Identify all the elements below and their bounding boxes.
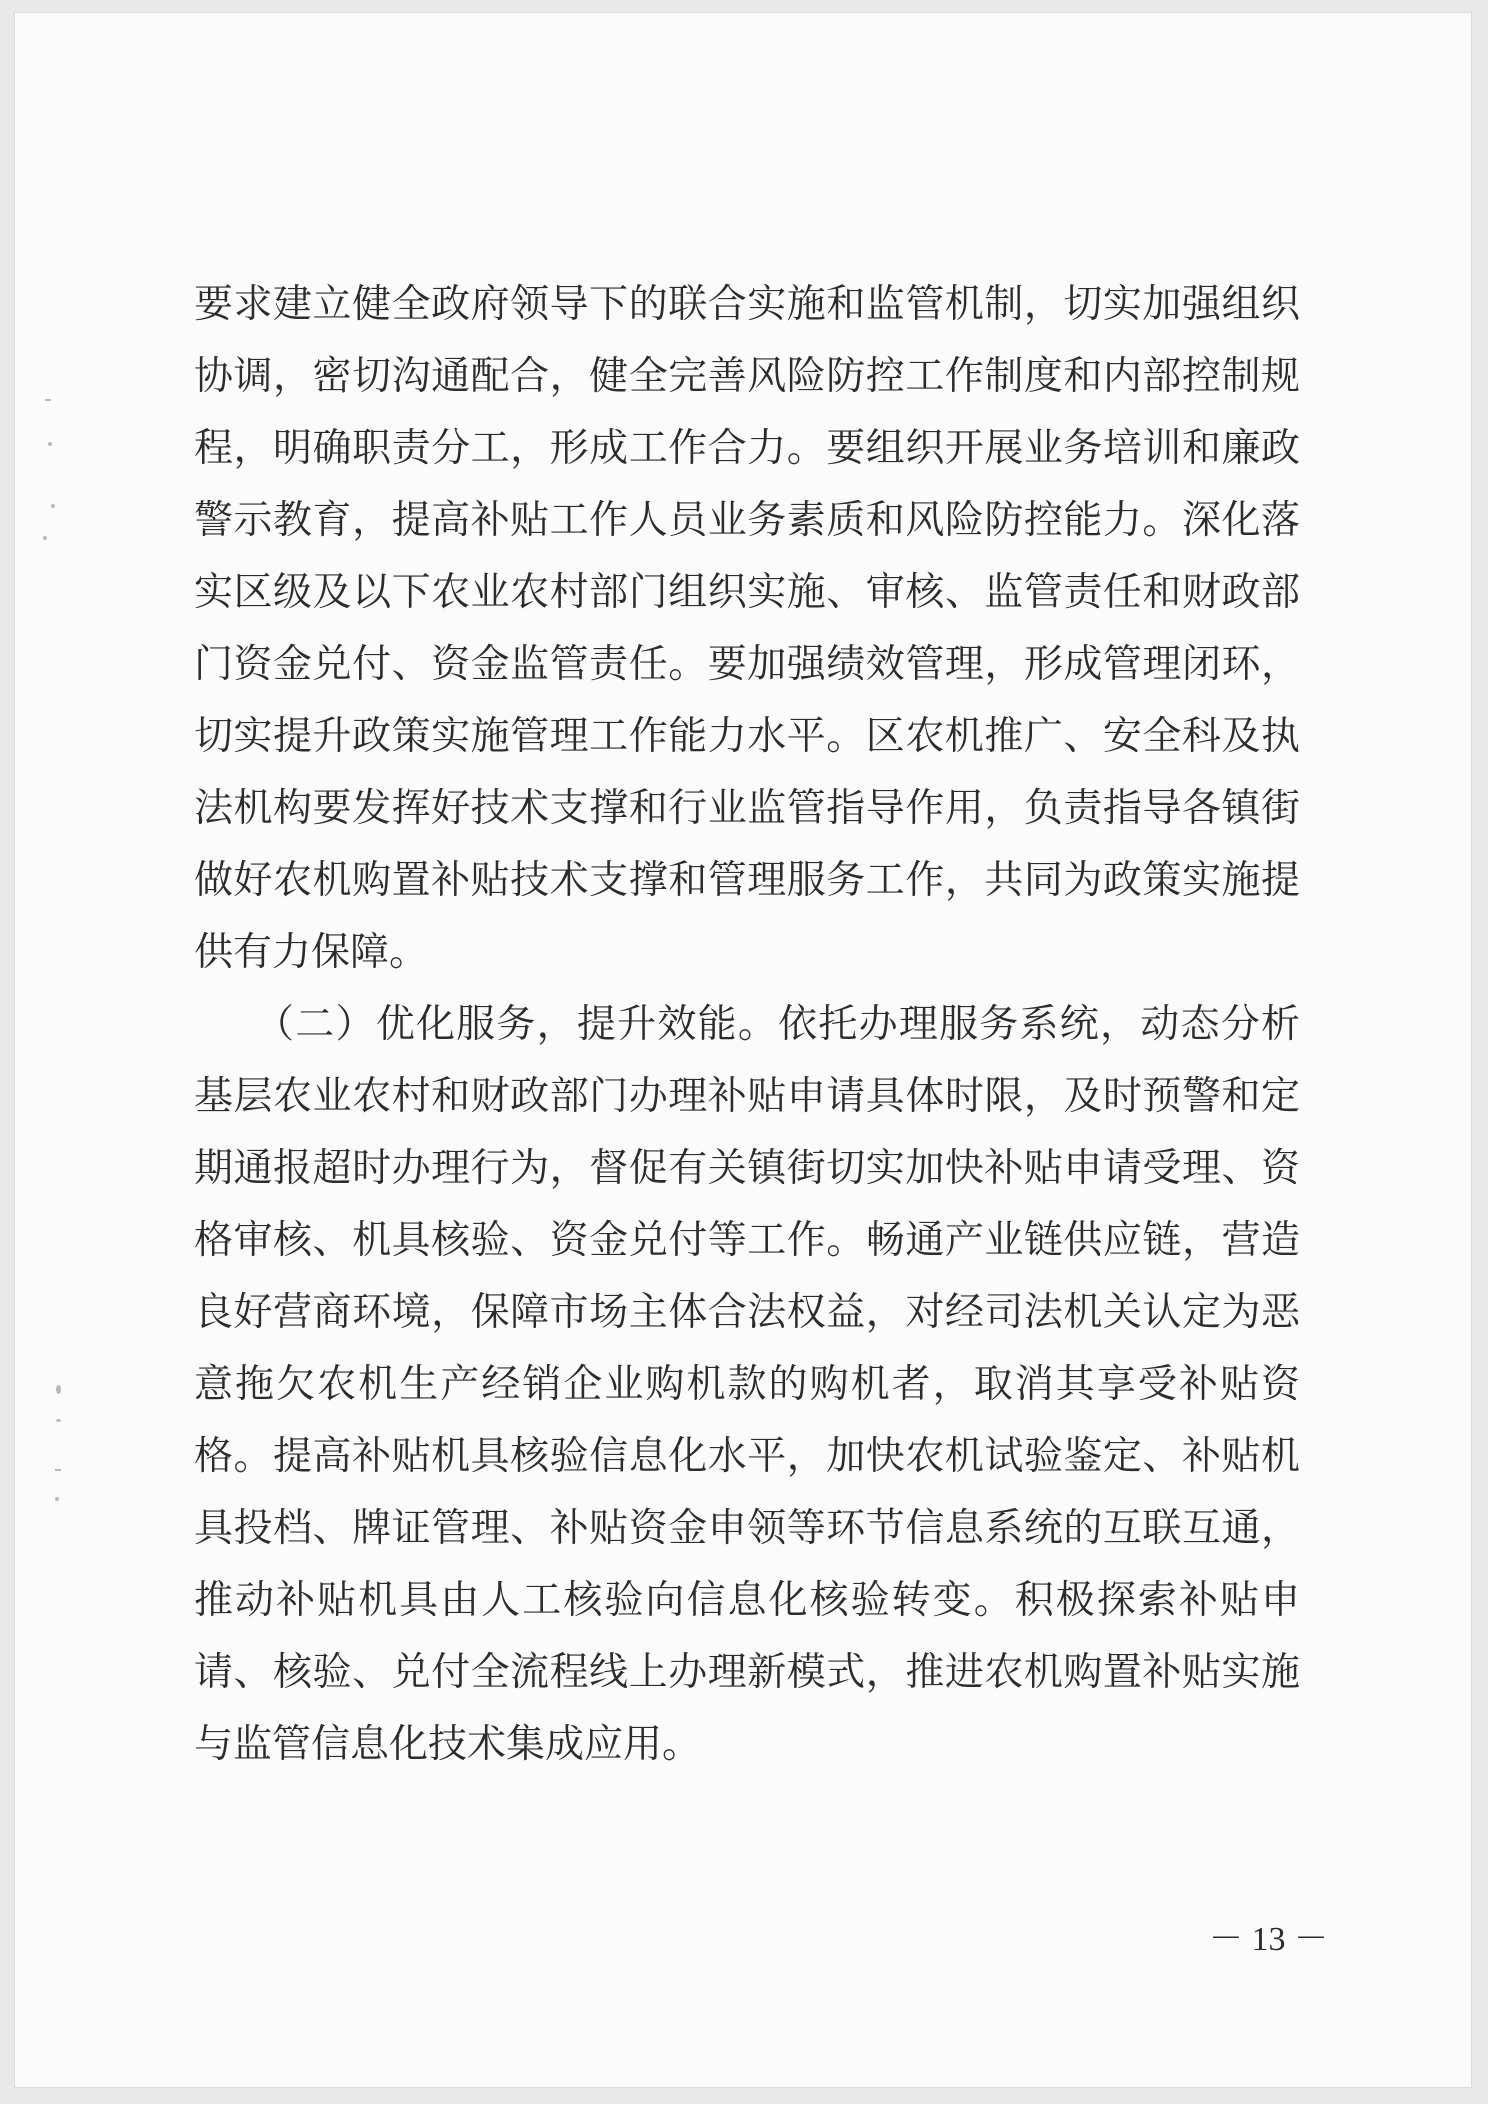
text-line: 具投档、牌证管理、补贴资金申领等环节信息系统的互联互通， bbox=[194, 1506, 1300, 1551]
scan-mark bbox=[56, 1385, 61, 1394]
text-line: 实区级及以下农业农村部门组织实施、审核、监管责任和财政部 bbox=[194, 570, 1300, 615]
paragraph-end-line: 与监管信息化技术集成应用。 bbox=[194, 1722, 702, 1767]
scan-mark bbox=[43, 536, 47, 540]
text-line: 请、核验、兑付全流程线上办理新模式，推进农机购置补贴实施 bbox=[194, 1650, 1300, 1695]
text-line: 协调，密切沟通配合，健全完善风险防控工作制度和内部控制规 bbox=[194, 354, 1300, 399]
text-line: 做好农机购置补贴技术支撑和管理服务工作，共同为政策实施提 bbox=[194, 858, 1300, 903]
body-text bbox=[194, 269, 1300, 1781]
paragraph-end-line: 供有力保障。 bbox=[194, 930, 429, 975]
text-line: 基层农业农村和财政部门办理补贴申请具体时限，及时预警和定 bbox=[194, 1074, 1300, 1119]
scan-mark bbox=[55, 1469, 61, 1471]
text-line: 程，明确职责分工，形成工作合力。要组织开展业务培训和廉政 bbox=[194, 426, 1300, 471]
scan-mark bbox=[51, 504, 55, 508]
text-line: 切实提升政策实施管理工作能力水平。区农机推广、安全科及执 bbox=[194, 714, 1300, 759]
text-line: 法机构要发挥好技术支撑和行业监管指导作用，负责指导各镇街 bbox=[194, 786, 1300, 831]
text-line: 格。提高补贴机具核验信息化水平，加快农机试验鉴定、补贴机 bbox=[194, 1434, 1300, 1479]
scan-mark bbox=[45, 399, 51, 401]
text-line: 门资金兑付、资金监管责任。要加强绩效管理，形成管理闭环， bbox=[194, 642, 1300, 687]
text-line: 警示教育，提高补贴工作人员业务素质和风险防控能力。深化落 bbox=[194, 498, 1300, 543]
text-line: 期通报超时办理行为，督促有关镇街切实加快补贴申请受理、资 bbox=[194, 1146, 1300, 1191]
scan-mark bbox=[56, 1419, 61, 1422]
scan-mark bbox=[55, 1497, 59, 1501]
text-line: 格审核、机具核验、资金兑付等工作。畅通产业链供应链，营造 bbox=[194, 1218, 1300, 1263]
text-line: 推动补贴机具由人工核验向信息化核验转变。积极探索补贴申 bbox=[194, 1578, 1300, 1623]
text-line: 要求建立健全政府领导下的联合实施和监管机制，切实加强组织 bbox=[194, 282, 1300, 327]
page-number: － 13 － bbox=[1209, 1921, 1328, 1958]
scan-mark bbox=[48, 442, 52, 446]
document-page bbox=[14, 12, 1472, 2088]
text-line: 意拖欠农机生产经销企业购机款的购机者，取消其享受补贴资 bbox=[194, 1362, 1300, 1407]
text-line: 良好营商环境，保障市场主体合法权益，对经司法机关认定为恶 bbox=[194, 1290, 1300, 1335]
section-heading-line: （二）优化服务，提升效能。依托办理服务系统，动态分析 bbox=[194, 1002, 1300, 1047]
